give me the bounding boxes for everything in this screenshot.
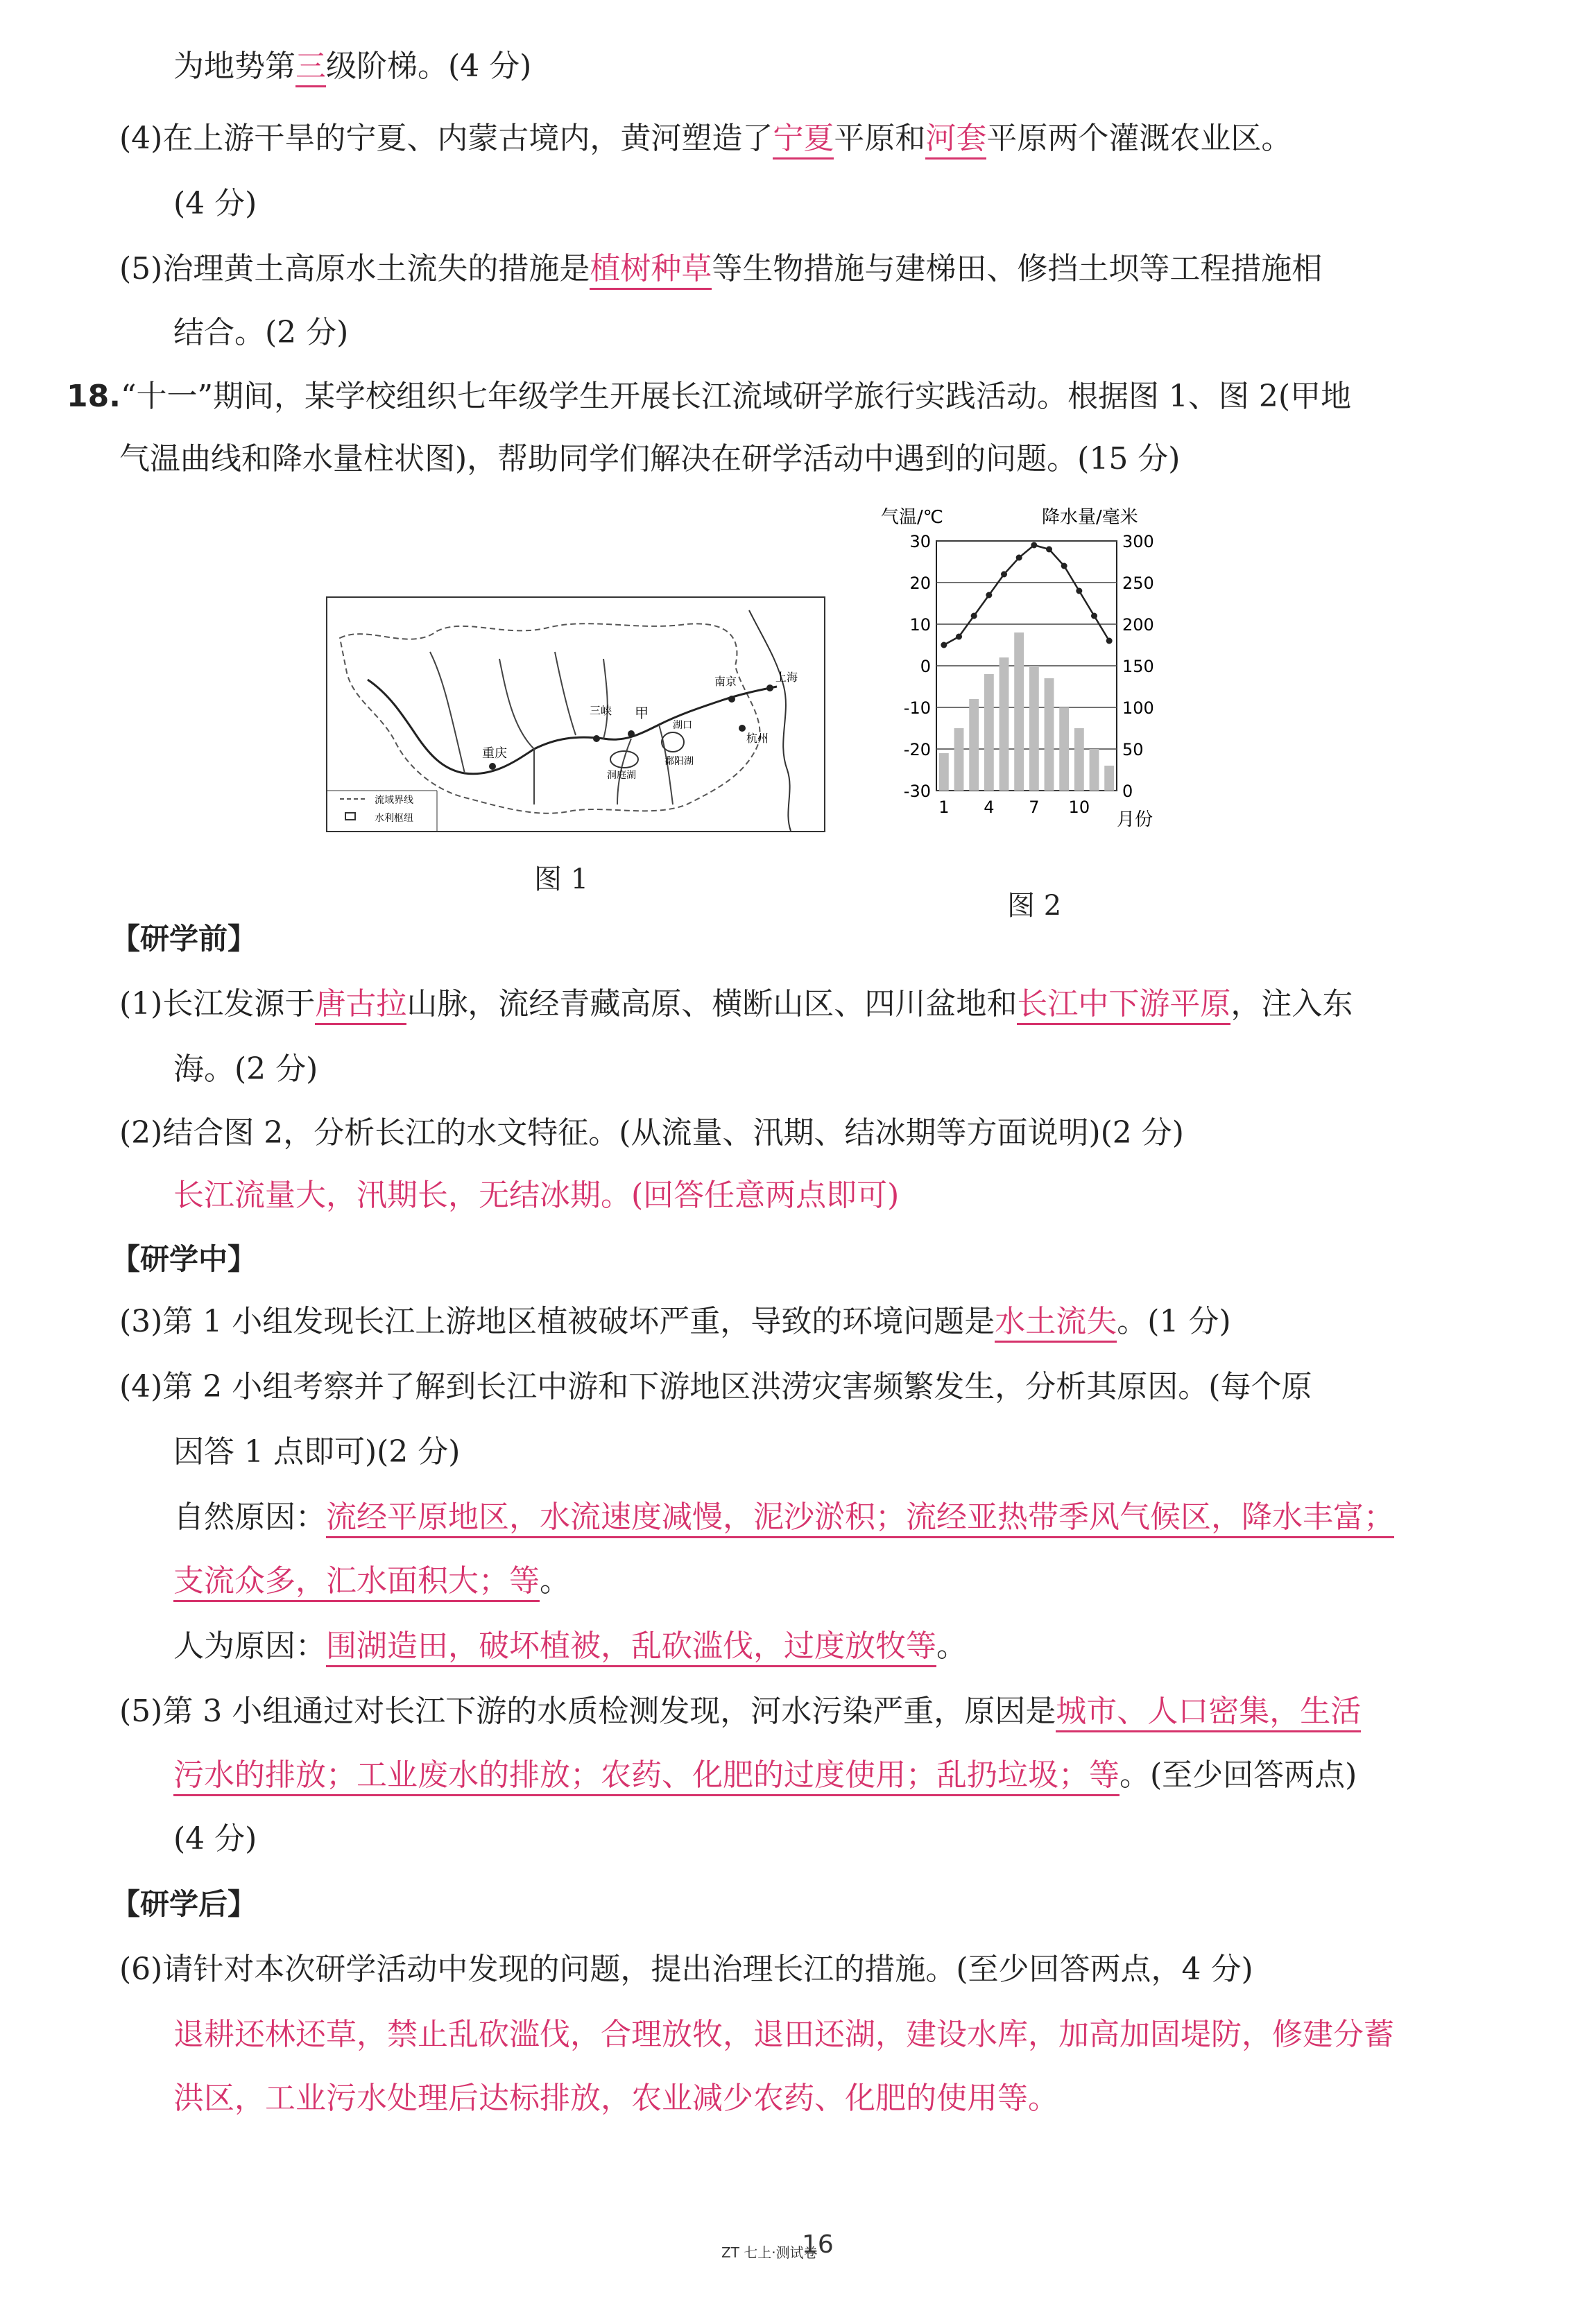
precip-bar [1000,657,1009,791]
temperature-point [1031,542,1037,549]
precip-tick-label: 250 [1122,574,1154,593]
map-label-sanxia: 三峡 [590,704,612,717]
legend-dam: 水利枢纽 [375,813,413,824]
precip-bar [1029,666,1039,791]
temperature-point [1061,563,1067,569]
chart-left-axis-label: 气温/℃ [881,507,943,528]
precip-tick-label: 150 [1122,657,1154,676]
precip-bar [954,728,964,791]
temp-tick-label: 0 [920,657,931,676]
precip-bar [1104,766,1114,791]
month-tick-label: 1 [938,798,950,817]
map-label-chongqing: 重庆 [482,746,507,761]
q4b-line1: (4)第 2 小组考察并了解到长江中游和下游地区洪涝灾害频繁发生，分析其原因。(每个原 [119,1369,1312,1404]
section-before: 【研学前】 [111,922,257,956]
month-tick-label: 7 [1029,798,1040,817]
precip-tick-label: 200 [1122,615,1154,635]
q1-line: (1)长江发源于唐古拉山脉，流经青藏高原、横断山区、四川盆地和长江中下游平原，注入东 [119,983,1353,1025]
page-number: 16 [802,2230,834,2259]
map-label-nanjing: 南京 [714,675,737,688]
figure-2-caption: 图 2 [1007,890,1062,922]
precip-bar [1014,632,1024,791]
temperature-point [1046,546,1052,553]
section-during: 【研学中】 [111,1242,257,1276]
map-label-hangzhou: 杭州 [746,732,769,745]
month-tick-label: 4 [984,798,995,817]
q4b-line2: 因答 1 点即可)(2 分) [173,1434,461,1470]
q18-line2: 气温曲线和降水量柱状图)，帮助同学们解决在研学活动中遇到的问题。(15 分) [119,441,1181,476]
q18-line1: 18.“十一”期间，某学校组织七年级学生开展长江流域研学旅行实践活动。根据图 1、图 2(甲地 [67,379,1352,414]
q6-line: (6)请针对本次研学活动中发现的问题，提出治理长江的措施。(至少回答两点，4 分) [119,1952,1253,1987]
answer-blank: 宁夏 [773,121,834,160]
temperature-point [1106,638,1113,644]
precip-tick-label: 100 [1122,698,1154,718]
precip-tick-label: 50 [1122,740,1144,759]
answer-blank: 流经平原地区，水流速度减慢，泥沙淤积；流经亚热带季风气候区，降水丰富； [326,1499,1394,1538]
temperature-point [1091,613,1097,619]
answer-blank: 唐古拉 [315,986,406,1025]
answer-blank: 河套 [925,121,986,160]
temp-tick-label: 20 [909,574,931,593]
precip-bar [1059,707,1069,791]
temp-tick-label: -10 [903,698,931,718]
temperature-point [1001,571,1007,578]
q5-line: (5)治理黄土高原水土流失的措施是植树种草等生物措施与建梯田、修挡土坝等工程措施相 [119,248,1322,290]
q3-line: (3)第 1 小组发现长江上游地区植被破坏严重，导致的环境问题是水土流失。(1 分) [119,1301,1231,1343]
footer-label: ZT 七上·测试卷 [721,2244,818,2261]
precip-bar [984,674,994,791]
q2-line: (2)结合图 2，分析长江的水文特征。(从流量、汛期、结冰期等方面说明)(2 分) [119,1115,1184,1151]
temperature-point [1016,555,1022,561]
precip-bar [1090,749,1099,791]
figure-1-map [326,596,825,832]
precip-bar [969,699,979,791]
temperature-point [971,613,977,619]
answer-blank: 水土流失 [995,1304,1117,1343]
map-label-dongting: 洞庭湖 [607,770,636,781]
q6-answer-2: 洪区，工业污水处理后达标排放，农业减少农药、化肥的使用等。 [173,2081,1058,2116]
precip-bar [1074,728,1084,791]
answer-blank: 长江中下游平原 [1017,986,1230,1025]
q4-score: (4 分) [173,186,257,221]
precip-bar [939,753,949,791]
answer-blank: 支流众多，汇水面积大；等 [173,1563,540,1602]
answer-blank: 植树种草 [590,251,712,290]
q2-answer: 长江流量大，汛期长，无结冰期。(回答任意两点即可) [173,1178,900,1213]
temp-tick-label: -30 [903,782,931,801]
answer-blank: 城市、人口密集，生活 [1056,1694,1361,1732]
q-prev-line: 为地势第三级阶梯。(4 分) [173,46,531,87]
figure-2-chart [881,499,1179,839]
temp-tick-label: -20 [903,740,931,759]
q4b-human: 人为原因：围湖造田，破坏植被，乱砍滥伐，过度放牧等。 [173,1626,967,1667]
map-label-hukou: 湖口 [673,720,692,731]
temperature-point [986,592,992,599]
chart-right-axis-label: 降水量/毫米 [1042,507,1138,528]
answer-blank: 污水的排放；工业废水的排放；农药、化肥的过度使用；乱扔垃圾；等 [173,1757,1120,1796]
map-label-shanghai: 上海 [775,671,798,684]
q5b-score: (4 分) [173,1821,257,1857]
map-label-poyang: 鄱阳湖 [664,756,694,767]
section-after: 【研学后】 [111,1887,257,1921]
temperature-line [944,545,1109,645]
q5b-line2: 污水的排放；工业废水的排放；农药、化肥的过度使用；乱扔垃圾；等。(至少回答两点) [173,1755,1357,1796]
temperature-point [1076,588,1082,594]
q4-line: (4)在上游干旱的宁夏、内蒙古境内，黄河塑造了宁夏平原和河套平原两个灌溉农业区。 [119,118,1292,160]
q4b-natural: 自然原因：流经平原地区，水流速度减慢，泥沙淤积；流经亚热带季风气候区，降水丰富； [173,1497,1394,1538]
question-number: 18. [67,379,121,414]
answer-blank: 围湖造田，破坏植被，乱砍滥伐，过度放牧等 [326,1628,936,1667]
q6-answer-1: 退耕还林还草，禁止乱砍滥伐，合理放牧，退田还湖，建设水库，加高加固堤防，修建分蓄 [173,2017,1394,2052]
precip-tick-label: 300 [1122,532,1154,551]
answer-blank: 三 [295,49,326,87]
q5-continuation: 结合。(2 分) [173,315,349,350]
month-tick-label: 10 [1068,798,1090,817]
temp-tick-label: 10 [909,615,931,635]
q5b-line1: (5)第 3 小组通过对长江下游的水质检测发现，河水污染严重，原因是城市、人口密集，生活 [119,1691,1361,1732]
figure-1-caption: 图 1 [534,863,589,895]
temp-tick-label: 30 [909,532,931,551]
map-label-jia: 甲 [635,705,649,721]
legend-boundary: 流域界线 [375,795,413,806]
precip-tick-label: 0 [1122,782,1133,801]
q4b-natural-cont: 支流众多，汇水面积大；等。 [173,1560,570,1602]
temperature-point [956,634,962,640]
precip-bar [1045,678,1054,791]
q1-continuation: 海。(2 分) [173,1051,318,1087]
chart-x-label: 月份 [1117,809,1153,830]
temperature-point [941,642,947,648]
